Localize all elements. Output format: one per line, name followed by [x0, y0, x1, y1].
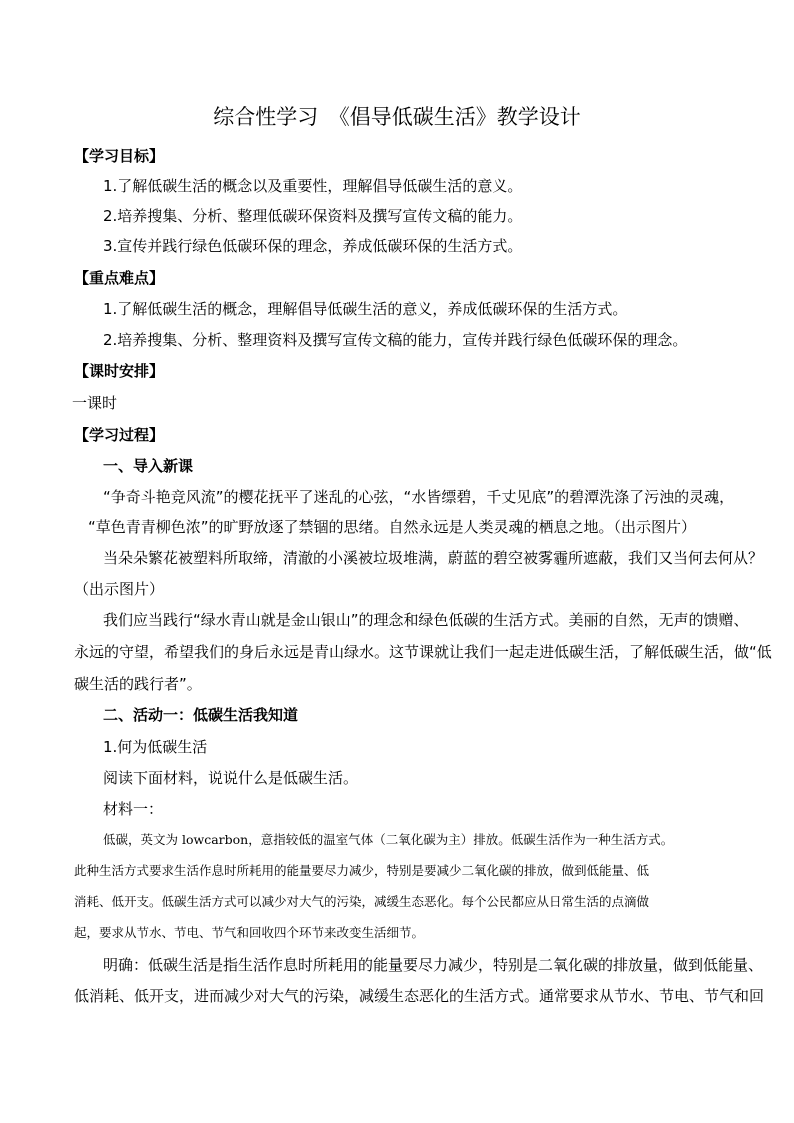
schedule-text: 一课时	[72, 394, 118, 412]
process-heading: 【学习过程】	[74, 426, 165, 444]
goal-item-3: 3.宣传并践行绿色低碳环保的理念，养成低碳环保的生活方式。	[103, 237, 523, 255]
key-heading: 【重点难点】	[74, 269, 165, 287]
para2-line2: （出示图片）	[74, 580, 165, 598]
material-line4: 起，要求从节水、节电、节气和回收四个环节来改变生活细节。	[74, 925, 425, 940]
instruction-text: 阅读下面材料，说说什么是低碳生活。	[103, 769, 359, 787]
para1-line2: “草色青青柳色浓”的旷野放逐了禁锢的思绪。自然永远是人类灵魂的栖息之地。（出示图片）	[88, 518, 697, 536]
goals-heading: 【学习目标】	[74, 147, 165, 165]
conclusion-line1: 明确：低碳生活是指生活作息时所耗用的能量要尽力减少，特别是二氧化碳的排放量，做到低能量、	[103, 956, 764, 974]
material-label: 材料一：	[103, 800, 164, 818]
para2-line1: 当朵朵繁花被塑料所取缔，清澈的小溪被垃圾堆满，蔚蓝的碧空被雾霾所遮蔽，我们又当何去何从？	[103, 549, 764, 567]
conclusion-line2: 低消耗、低开支，进而减少对大气的污染，减缓生态恶化的生活方式。通常要求从节水、节电、节气和回	[74, 987, 765, 1005]
key-item-2: 2.培养搜集、分析、整理资料及撰写宣传文稿的能力，宣传并践行绿色低碳环保的理念。	[103, 331, 688, 349]
material-line3: 消耗、低开支。低碳生活方式可以减少对大气的污染，减缓生态恶化。每个公民都应从日常生活的点滴做	[74, 894, 650, 909]
document-title: 综合性学习 《倡导低碳生活》教学设计	[213, 105, 581, 129]
step1-heading: 一、导入新课	[103, 457, 194, 475]
para3-line2: 永远的守望，希望我们的身后永远是青山绿水。这节课就让我们一起走进低碳生活，了解低碳生活，做“低	[74, 643, 772, 661]
goal-item-2: 2.培养搜集、分析、整理低碳环保资料及撰写宣传文稿的能力。	[103, 207, 523, 225]
material-line1: 低碳，英文为 lowcarbon，意指较低的温室气体（二氧化碳为主）排放。低碳生活作为一种生活方式。	[103, 832, 674, 847]
para3-line1: 我们应当践行“绿水青山就是金山银山”的理念和绿色低碳的生活方式。美丽的自然，无声的馈赠、	[103, 611, 749, 629]
sub1-heading: 1.何为低碳生活	[103, 738, 208, 756]
material-line2: 此种生活方式要求生活作息时所耗用的能量要尽力减少，特别是要减少二氧化碳的排放，做到低能量、低	[74, 863, 650, 878]
para1-line1: “争奇斗艳竞风流”的樱花抚平了迷乱的心弦，“水皆缥碧，千丈见底”的碧潭洗涤了污浊的灵魂，	[103, 488, 735, 506]
schedule-heading: 【课时安排】	[74, 362, 165, 380]
key-item-1: 1.了解低碳生活的概念，理解倡导低碳生活的意义，养成低碳环保的生活方式。	[103, 300, 628, 318]
step2-heading: 二、活动一：低碳生活我知道	[103, 706, 299, 724]
para3-line3: 碳生活的践行者”。	[74, 675, 202, 693]
goal-item-1: 1.了解低碳生活的概念以及重要性，理解倡导低碳生活的意义。	[103, 177, 523, 195]
